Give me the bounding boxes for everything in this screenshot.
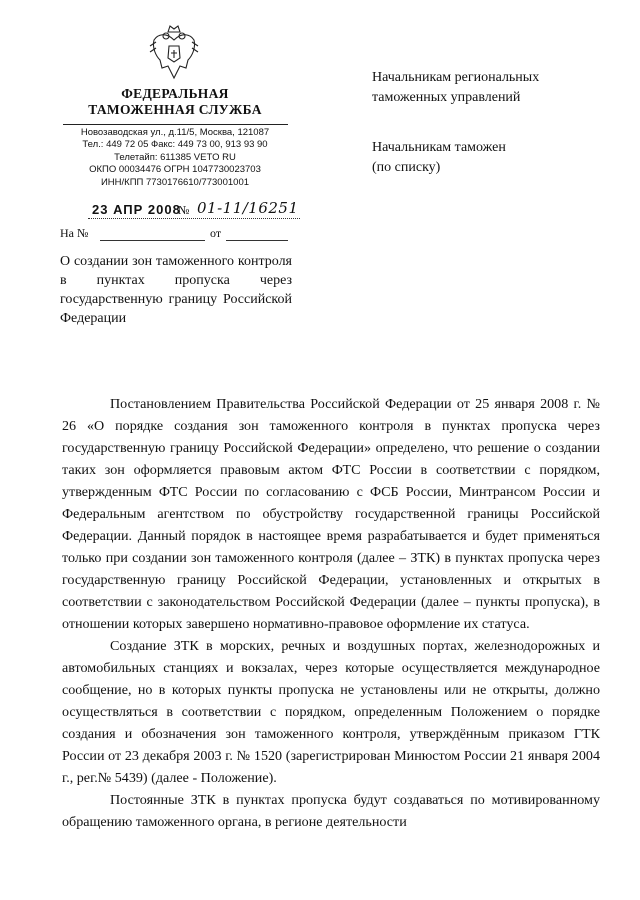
addressee-line1: Начальникам региональных [372, 70, 540, 85]
body-paragraph-2: Создание ЗТК в морских, речных и воздушных портах, железнодорожных и автомобильных станциях и вокзалах, через которые осуществляется международное сообщение, но в которых пункты пропуска не установлены или не открыты, должно осуществляться в соответствии с порядком, определенным Положением о порядке создания и обозначения зон таможенного контроля, утверждённым приказом ГТК России от 23 декабря 2003 г. № 1520 (зарегистрирован Минюстом России 21 января 2004 г., рег.№ 5439) (далее - Положение). [62, 638, 600, 786]
body-paragraph-1: Постановлением Правительства Российской Федерации от 25 января 2008 г. № 26 «О порядке создания зон таможенного контроля в пунктах пропуска через государственную границу Российской Федерации» определено, что решение о создании таких зон оформляется правовым актом ФТС России в соответствии с порядком, утвержденным ФТС России по согласованию с ФСБ России, Минтрансом России и Федеральным агентством по обустройству государственной границы Российской Федерации. Данный порядок в настоящее время разрабатывается и будет применяться только при создании зон таможенного контроля (далее – ЗТК) в пунктах пропуска через государственную границу Российской Федерации, установленных и открытых в соответствии с законодательством Российской Федерации (далее – пункты пропуска), в отношении которых завершено нормативно-правовое оформление их статуса. [62, 396, 600, 632]
reference-date-label: от [210, 226, 222, 240]
double-headed-eagle-icon [148, 22, 200, 80]
addressee-line2: таможенных управлений [372, 90, 521, 105]
contact-block [50, 127, 300, 189]
addressee-line4: (по списку) [372, 160, 441, 175]
reference-line [60, 226, 300, 244]
addressee-line3: Начальникам таможен [372, 140, 506, 155]
coat-of-arms-emblem [148, 22, 200, 80]
letter-body [62, 393, 600, 833]
contact-inn-kpp: ИНН/КПП 7730176610/773001001 [100, 176, 250, 188]
agency-name [50, 86, 300, 118]
contact-phone-fax: Тел.: 449 72 05 Факс: 449 73 00, 913 93 90 [82, 139, 268, 151]
reference-number-blank [100, 240, 205, 241]
registration-line [60, 199, 300, 224]
contact-teletype: Телетайп: 611385 VETO RU [114, 151, 236, 163]
letter-subject: О создании зон таможенного контроля в пунктах пропуска через государственную границу Российской Федерации [60, 254, 292, 326]
contact-address: Новозаводская ул., д.11/5, Москва, 121087 [80, 127, 270, 138]
body-paragraph-3: Постоянные ЗТК в пунктах пропуска будут создаваться по мотивированному обращению таможенного органа, в регионе деятельности [62, 792, 600, 830]
registration-date-stamp: 23 АПР 2008 [92, 202, 181, 217]
reference-date-blank [226, 240, 288, 241]
agency-name-line1: ФЕДЕРАЛЬНАЯ [121, 86, 229, 101]
registration-number-label: № [178, 203, 190, 217]
agency-name-line2: ТАМОЖЕННАЯ СЛУЖБА [88, 102, 262, 117]
header-divider [63, 124, 288, 125]
addressee-block [372, 68, 612, 178]
registration-underline [88, 218, 300, 219]
contact-okpo-ogrn: ОКПО 00034476 ОГРН 1047730023703 [89, 164, 261, 176]
registration-number: 01-11/16251 [197, 199, 299, 217]
reference-number-label: На № [60, 226, 89, 240]
